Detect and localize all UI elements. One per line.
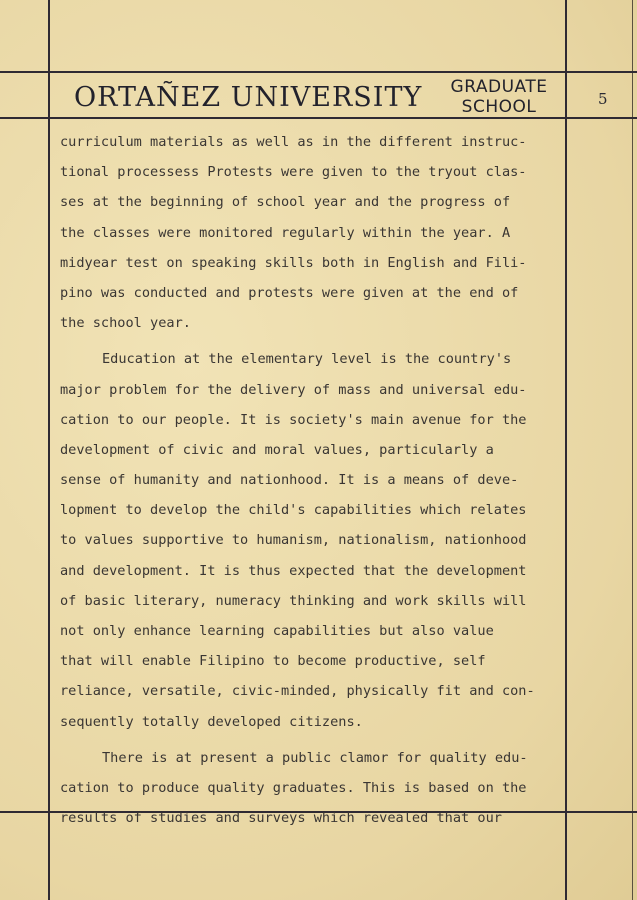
text-line: the classes were monitored regularly within the year. A (60, 224, 511, 241)
paragraph (60, 344, 558, 736)
text-line: major problem for the delivery of mass and universal edu- (60, 381, 527, 398)
text-line: tional processess Protests were given to the tryout clas- (60, 164, 527, 181)
school-label: SCHOOL (461, 97, 537, 117)
text-line: midyear test on speaking skills both in English and Fili- (60, 254, 527, 271)
frame-left-rule (48, 0, 50, 900)
text-line: ses at the beginning of school year and the progress of (60, 194, 511, 211)
paragraph (60, 743, 558, 834)
text-line: cation to our people. It is society's main avenue for the (60, 411, 527, 428)
page-number: 5 (598, 90, 608, 108)
text-line: of basic literary, numeracy thinking and work skills will (60, 592, 527, 609)
text-line: sequently totally developed citizens. (60, 713, 363, 730)
text-line: development of civic and moral values, particularly a (60, 441, 494, 458)
graduate-label: GRADUATE (450, 77, 548, 97)
header-bottom-rule (0, 117, 637, 119)
text-line: curriculum materials as well as in the different instruc- (60, 134, 527, 150)
frame-right-rule (565, 0, 567, 900)
text-line: results of studies and surveys which revealed that our (60, 810, 502, 827)
text-line: cation to produce quality graduates. This is based on the (60, 779, 527, 796)
text-line: reliance, versatile, civic-minded, physically fit and con- (60, 683, 535, 700)
text-line: and development. It is thus expected that the development (60, 562, 527, 579)
text-line: to values supportive to humanism, nationalism, nationhood (60, 532, 527, 549)
text-line: pino was conducted and protests were given at the end of (60, 284, 519, 301)
text-line: that will enable Filipino to become productive, self (60, 653, 486, 670)
header-top-rule (0, 71, 637, 73)
body-text (60, 127, 558, 833)
paragraph (60, 127, 558, 338)
frame-outer-right-rule (632, 0, 633, 900)
text-line: There is at present a public clamor for quality edu- (102, 749, 528, 766)
text-line: Education at the elementary level is the country's (102, 351, 512, 368)
text-line: lopment to develop the child's capabilities which relates (60, 502, 527, 519)
university-name: ORTAÑEZ UNIVERSITY (74, 82, 423, 113)
text-line: sense of humanity and nationhood. It is a means of deve- (60, 472, 519, 489)
text-line: not only enhance learning capabilities but also value (60, 623, 494, 639)
text-line: the school year. (60, 315, 191, 332)
